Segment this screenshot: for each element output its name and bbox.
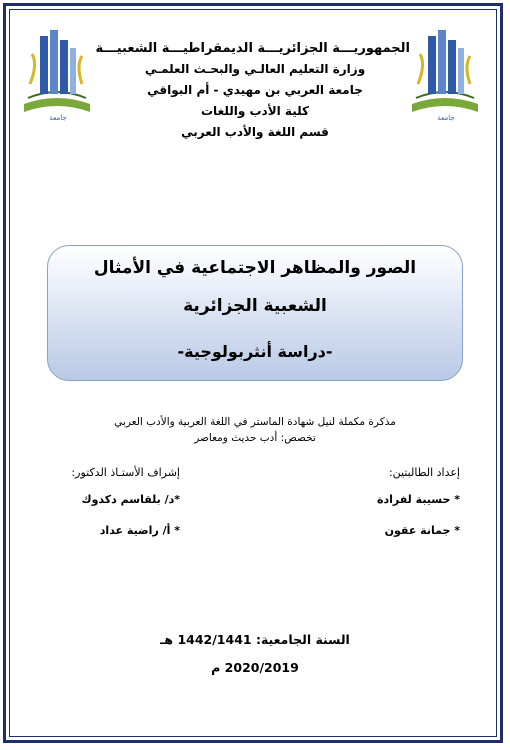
supervisors-heading: إشراف الأستـاذ الدكتور: [71,466,180,479]
memo-description [0,414,510,446]
svg-text:جامعة: جامعة [437,114,455,122]
ministry-name: وزارة التعليم العالـي والبحـث العلمـي [144,62,366,76]
student-name: * حسيبة لفرادة [377,493,460,506]
specialization: تخصص: أدب حديث ومعاصر [194,432,316,444]
student-name: * جمانة عقون [384,524,460,537]
supervisor-name: * أ/ راضية عداد [99,524,180,537]
thesis-subtitle: -دراسة أنثربولوجية- [177,342,333,361]
department-name: قسم اللغة والأدب العربي [181,125,329,139]
supervisor-name: *د/ بلقاسم دكدوك [81,493,180,506]
students-block [377,466,460,555]
supervisors-block [71,466,180,555]
thesis-title-line-1: الصور والمظاهر الاجتماعية في الأمثال [93,258,417,278]
logo-book-icon [24,92,90,112]
thesis-title-line-2: الشعبية الجزائرية [183,296,327,316]
faculty-name: كلية الأدب واللغات [201,104,309,118]
institution-header [95,38,410,143]
logo-book-icon [412,92,478,112]
svg-text:جامعة: جامعة [49,114,67,122]
university-logo-left [18,24,96,124]
university-logo-right [406,24,484,124]
academic-year-gregorian: 2020/2019 م [211,660,299,675]
thesis-title-box [47,245,463,381]
university-name: جامعة العربي بن مهيدي - أم البواقي [147,83,363,97]
republic-name: الجمهوريـــة الجزائريـــة الديمقراطيـــة الشعبيـــة [95,41,410,56]
degree-statement: مذكرة مكملة لنيل شهادة الماستر في اللغة العربية والأدب العربي [114,416,396,428]
students-heading: إعداد الطالبتين: [388,466,460,479]
academic-year-hijri: السنة الجامعية: 1442/1441 هـ [160,632,350,647]
